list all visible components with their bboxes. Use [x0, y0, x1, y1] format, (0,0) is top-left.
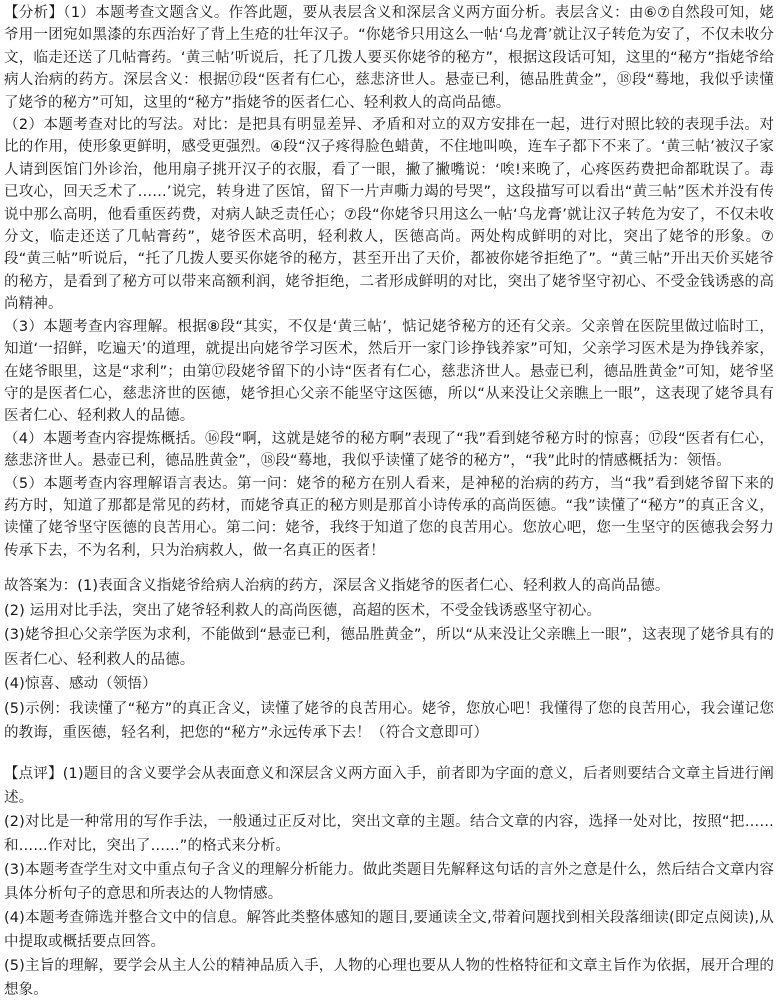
analysis-paragraph-3: （3）本题考查内容理解。根据⑧段“其实，不仅是‘黄三帖’，惦记姥爷秘方的还有父亲。父亲曾在医院里做过临时工，知道‘一招鲜，吃遍天’的道理，就提出向姥爷学习医术，然后开一家门诊挣钱养家”可知，父亲学习医术是为挣钱养家，在姥爷眼里，这是“求利”；由第⑰段姥爷留下的小诗“医者有仁心，慈悲济世人。悬壶已利，德品胜黄金”可知，姥爷坚守的是医者仁心，慈悲济世的医德，姥爷担心父亲不能坚守这医德，所以“从来没让父亲瞧上一眼”，这表现了姥爷具有医者仁心、轻利救人的品德。	[4, 318, 774, 425]
answer-4: (4)惊喜、感动（领悟）	[4, 676, 157, 693]
answer-3: (3)姥爷担心父亲学医为求利，不能做到“悬壶已利，德品胜黄金”，所以“从来没让父亲瞧上一眼”，这表现了姥爷具有的医者仁心、轻利救人的品德。	[4, 627, 774, 668]
answers-section	[4, 574, 774, 746]
analysis-paragraph-2: （2）本题考查对比的写法。对比：是把具有明显差异、矛盾和对立的双方安排在一起，进行对照比较的表现手法。对比的作用，使形象更鲜明，感受更强烈。④段“汉子疼得脸色蜡黄，不住地叫唤，连车子都下不来了。‘黄三帖’被汉子家人请到医馆门外诊治，他用扇子挑开汉子的衣服，看了一眼，撇了撇嘴说：‘唉!来晚了，心疼医药费把命都耽误了。毒已攻心，回天乏术了……’说完，转身进了医馆，留下一片声嘶力竭的号哭”，这段描写可以看出“黄三帖”医术并没有传说中那么高明，他看重医药费，对病人缺乏责任心；⑦段“你姥爷只用这么一帖‘乌龙膏’就让汉子转危为安了，不仅未收分文，临走还送了几帖膏药”，姥爷医术高明，轻利救人，医德高尚。两处构成鲜明的对比，突出了姥爷的形象。⑦段“黄三帖”听说后，“托了几拨人要买你姥爷的秘方，甚至开出了天价，都被你姥爷拒绝了”。“黄三帖”开出天价买姥爷的秘方，是看到了秘方可以带来高额利润，姥爷拒绝，二者形成鲜明的对比，突出了姥爷坚守初心、不受金钱诱惑的高尚精神。	[4, 117, 774, 313]
analysis-text-1: （1）本题考查文题含义。作答此题，要从表层含义和深层含义两方面分析。表层含义：由⑥⑦自然段可知，姥爷用一团宛如黑漆的东西治好了背上生疮的壮年汉子。“你姥爷只用这么一帖‘乌龙膏’就让汉子转危为安了，不仅未收分文，临走还送了几帖膏药。‘黄三帖’听说后，托了几拨人要买你姥爷的秘方”，根据这段话可知，这里的“秘方”指姥爷给病人治病的药方。深层含义：根据⑰段“医者有仁心，慈悲济世人。悬壶已利，德品胜黄金”，⑱段“蓦地，我似乎读懂了姥爷的秘方”可知，这里的“秘方”指姥爷的医者仁心、轻利救人的高尚品德。	[4, 5, 774, 111]
analysis-paragraph-1	[4, 2, 774, 114]
analysis-label: 【分析】	[4, 5, 64, 21]
answer-1: 故答案为：(1)表面含义指姥爷给病人治病的药方，深层含义指姥爷的医者仁心、轻利救人的高尚品德。	[4, 578, 670, 595]
analysis-paragraph-4: （4）本题考查内容提炼概括。⑯段“啊，这就是姥爷的秘方啊”表现了“我”看到姥爷秘方时的惊喜；⑰段“医者有仁心，慈悲济世人。悬壶已利，德品胜黄金”，⑱段“蓦地，我似乎读懂了姥爷的秘方”，“我”此时的情感概括为：领悟。	[4, 430, 774, 470]
review-label: 【点评】	[4, 765, 63, 782]
review-paragraph-4: (4)本题考查筛选并整合文中的信息。解答此类整体感知的题目,要通读全文,带着问题找到相关段落细读(即定点阅读),从中提取或概括要点回答。	[4, 909, 774, 950]
analysis-section	[4, 2, 774, 562]
review-paragraph-1	[4, 762, 774, 810]
answer-5: (5)示例：我读懂了“秘方”的真正含义，读懂了姥爷的良苦用心。姥爷，您放心吧！我懂得了您的良苦用心，我会谨记您的教诲，重医德，轻名利，把您的“秘方”永远传承下去！（符合文意即可）	[4, 700, 774, 742]
analysis-paragraph-5: （5）本题考查内容理解语言表达。第一问：姥爷的秘方在别人看来，是神秘的治病的药方，当“我”看到姥爷留下来的药方时，知道了那都是常见的药材，而姥爷真正的秘方则是那首小诗传承的高尚医德。“我”读懂了“秘方”的真正含义，读懂了姥爷坚守医德的良苦用心。第二问：姥爷，我终于知道了您的良苦用心。您放心吧，您一生坚守的医德我会努力传承下去，不为名利，只为治病救人，做一名真正的医者！	[4, 475, 774, 559]
section-spacer	[4, 562, 774, 574]
review-paragraph-5: (5)主旨的理解，要学会从主人公的精神品质入手，人物的心理也要从人物的性格特征和文章主旨作为依据，展开合理的想象。	[4, 957, 774, 998]
answer-2: (2) 运用对比手法，突出了姥爷轻利救人的高尚医德，高超的医术，不受金钱诱惑坚守初心。	[4, 602, 602, 619]
review-section	[4, 762, 774, 1002]
review-text-1: (1)题目的含义要学会从表面意义和深层含义两方面入手，前者即为字面的意义，后者则要结合文章主旨进行阐述。	[4, 765, 774, 806]
review-paragraph-2: (2)对比是一种常用的写作手法，一般通过正反对比，突出文章的主题。结合文章的内容，选择一处对比，按照“把……和……作对比，突出了……”的格式来分析。	[4, 813, 774, 854]
review-paragraph-3: (3)本题考查学生对文中重点句子含义的理解分析能力。做此类题目先解释这句话的言外之意是什么，然后结合文章内容具体分析句子的意思和所表达的人物情感。	[4, 861, 774, 902]
section-spacer	[4, 746, 774, 762]
